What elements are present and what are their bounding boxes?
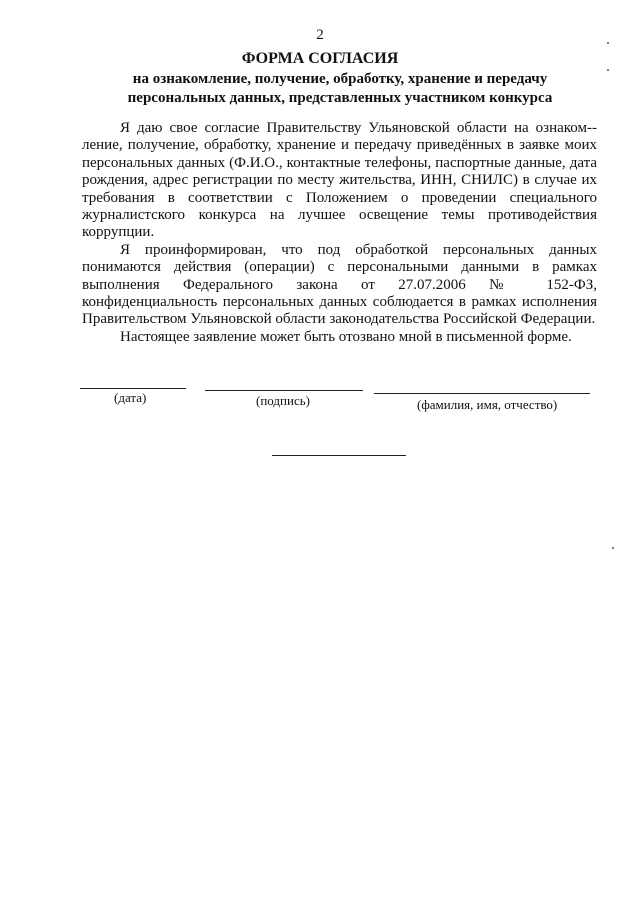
subtitle-line-2: персональных данных, представленных участником конкурса [127,90,553,106]
subtitle-line-1: на ознакомление, получение, обработку, хранение и передачу [132,71,548,87]
paragraph-revocation: Настоящее заявление может быть отозвано мной в письменной форме. [120,328,572,345]
scan-speck [607,69,609,71]
signature-line [205,390,363,391]
closing-separator [272,455,406,456]
scan-speck [607,42,609,44]
date-label: (дата) [114,390,147,405]
full-name-label: (фамилия, имя, отчество) [417,397,558,412]
document-title: ФОРМА СОГЛАСИЯ [241,50,399,67]
consent-body [82,120,597,346]
signature-label: (подпись) [256,393,310,408]
paragraph-consent: Я даю свое согласие Правительству Ульяновской области на ознаком-ление, получение, обработку, хранение и передачу приведённых в заявке моих персональных данных (Ф.И.О., контактные телефоны, паспортные данные, дата рождения, адрес регистрации по месту жительства, ИНН, СНИЛС) в случае их требования в соответствии с Положением о проведении специального журналистского конкурса на лучшее освещение темы противодействия коррупции. [82,120,597,241]
document-subtitle [60,70,620,108]
date-line [80,388,186,389]
paragraph-informed: Я проинформирован, что под обработкой персональных данных понимаются действия (операции) с персональными данными в рамках выполнения Федерального закона от 27.07.2006 № 152-ФЗ, конфиденциальность персональных данных соблюдается в рамках исполнения Правительством Ульяновской области законодательства Российской Федерации. [82,241,597,328]
page-number: 2 [316,27,324,43]
full-name-line [374,393,590,394]
scan-speck [612,547,614,549]
